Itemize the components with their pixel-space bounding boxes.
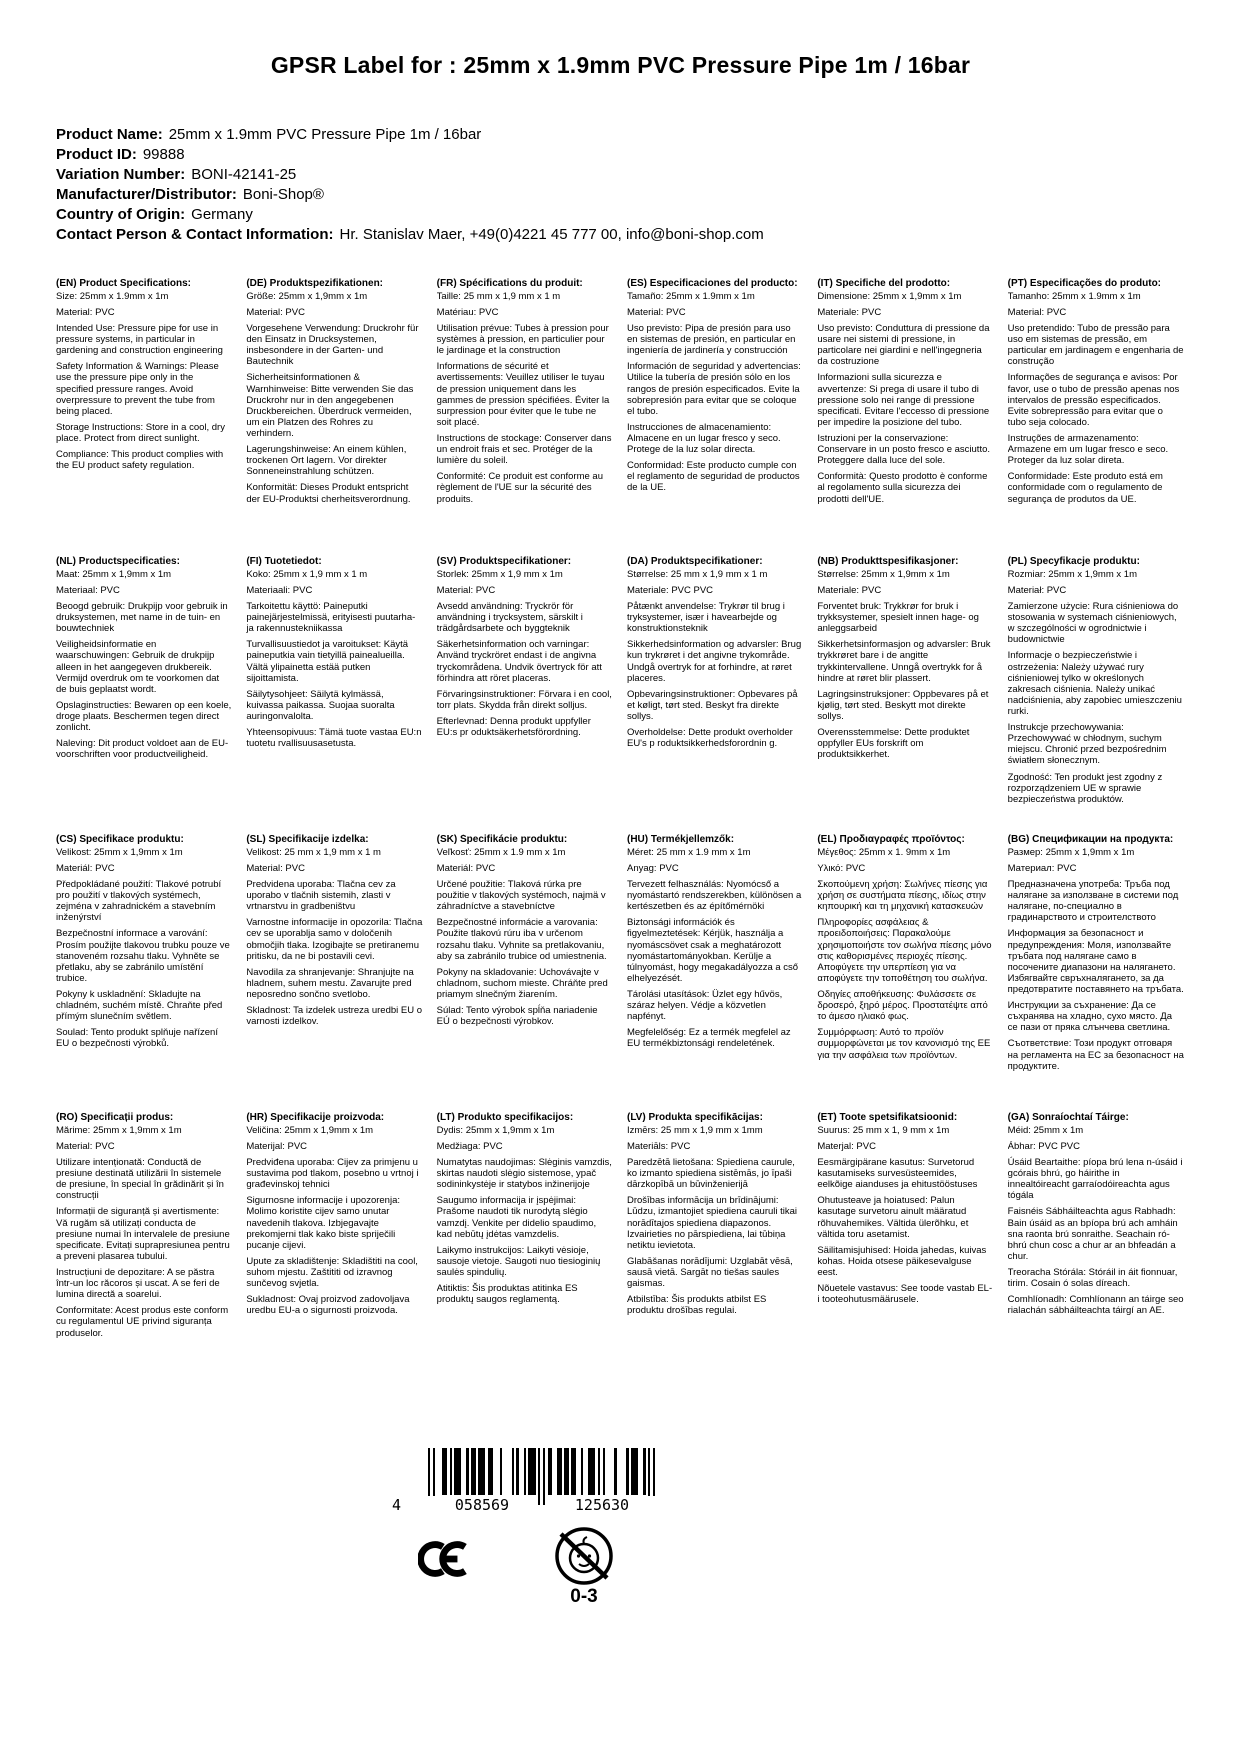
spec-block-paragraph: Instrucciones de almacenamiento: Almacene en un lugar fresco y seco. Protege de la luz solar directa. bbox=[626, 421, 781, 456]
product-info-line bbox=[56, 225, 1241, 245]
spec-block-paragraph: Conformità: Questo prodotto è conforme al regolamento sulla sicurezza dei prodotti dell'UE. bbox=[817, 471, 988, 505]
spec-block-paragraph: Varnostne informacije in opozorila: Tlačna cev se uporablja samo v določenih območjih tlaka. Izogibajte se pretiranemu pritisku, da ne bi postavili cevi. bbox=[246, 917, 423, 962]
spec-block-paragraph: Size: 25mm x 1.9mm x 1m bbox=[56, 290, 169, 302]
spec-block-paragraph: Istruzioni per la conservazione: Conservare in un posto fresco e asciutto. Proteggere dalla luce del sole. bbox=[817, 433, 991, 467]
product-info-line bbox=[56, 125, 1241, 145]
product-info-line bbox=[56, 165, 1241, 185]
product-info-value: Hr. Stanislav Maer, +49(0)4221 45 777 00, info@boni-shop.com bbox=[339, 226, 764, 243]
spec-block-paragraph: Numatytas naudojimas: Slėginis vamzdis, skirtas naudoti slėgio sistemose, ypač sodininkystėje ir statybos inžinerijoje bbox=[436, 1157, 612, 1191]
spec-block-paragraph: Ábhar: PVC PVC bbox=[1007, 1140, 1080, 1152]
spec-block-heading: (EL) Προδιαγραφές προϊόντος: bbox=[817, 834, 965, 845]
spec-block-paragraph: Uso previsto: Pipa de presión para uso en sistemas de presión, en particular en ingeniería de jardinería y construcción bbox=[626, 323, 796, 357]
spec-block-paragraph: Materiál: PVC bbox=[436, 862, 496, 874]
spec-block-paragraph: Velikost: 25 mm x 1,9 mm x 1 m bbox=[246, 846, 381, 858]
spec-block-paragraph: Súlad: Tento výrobok spĺňa nariadenie EÚ o bezpečnosti výrobkov. bbox=[436, 1005, 598, 1028]
spec-block bbox=[1008, 278, 1186, 556]
spec-block bbox=[1008, 556, 1186, 834]
spec-block-paragraph: Materiál: PVC bbox=[56, 862, 115, 874]
spec-block-paragraph: Sikkerhedsinformation og advarsler: Brug kun trykrøret i det angivne trykområde. Undgå overtryk for at forhindre, at røret placeres. bbox=[626, 639, 802, 684]
spec-block-heading: (ET) Toote spetsifikatsioonid: bbox=[817, 1112, 958, 1123]
spec-block-heading: (FR) Spécifications du produit: bbox=[436, 278, 583, 289]
barcode-group2: 125630 bbox=[546, 1496, 658, 1514]
spec-block-heading: (FI) Tuotetiedot: bbox=[246, 556, 322, 567]
spec-block bbox=[1008, 834, 1186, 1112]
spec-block-heading: (NL) Productspecificaties: bbox=[56, 556, 180, 567]
spec-block-paragraph: Saugumo informacija ir įspėjimai: Prašome naudoti tik nurodytą slėgio vamzdį. Venkite per didelio spaudimo, kad nebūtų įdėtas vamzdelis. bbox=[436, 1195, 597, 1240]
spec-block-paragraph: Yhteensopivuus: Tämä tuote vastaa EU:n tuotetu rvallisuusasetusta. bbox=[246, 727, 422, 750]
spec-block-paragraph: Vorgesehene Verwendung: Druckrohr für den Einsatz in Drucksystemen, insbesondere in der Garten- und Bautechnik bbox=[246, 323, 419, 368]
spec-block-paragraph: Veľkosť: 25mm x 1.9 mm x 1m bbox=[436, 846, 566, 858]
spec-block-heading: (RO) Specificații produs: bbox=[56, 1112, 174, 1123]
spec-block-paragraph: Glabāšanas norādījumi: Uzglabāt vēsā, sausā vietā. Sargāt no tiešas saules gaismas. bbox=[626, 1255, 793, 1290]
spec-block-paragraph: Dimensione: 25mm x 1,9mm x 1m bbox=[817, 290, 962, 302]
spec-block-paragraph: Informations de sécurité et avertissements: Veuillez utiliser le tuyau de pression uniquement dans les gammes de pression spécifiées. Éviter la surpression pour éviter que le tube ne soit placé. bbox=[436, 361, 610, 428]
spec-block-paragraph: Méret: 25 mm x 1.9 mm x 1m bbox=[626, 846, 751, 858]
spec-block-paragraph: Biztonsági információk és figyelmeztetések: Kérjük, használja a nyomáscsövet csak a meghatározott nyomástartományokban. Kerülje a túlnyomást, hogy megakadályozza a cső elhelyezését. bbox=[626, 917, 799, 984]
spec-block-paragraph: Overensstemmelse: Dette produktet oppfyller EUs forskrift om produktsikkerhet. bbox=[817, 727, 970, 761]
spec-block-paragraph: Informații de siguranță și avertismente: Vă rugăm să utilizați conducta de presiune numai în intervalele de presiune specificate. Evitați suprapresiunea pentru a preveni plasarea tubului. bbox=[56, 1206, 230, 1262]
spec-block-heading: (SL) Specifikacije izdelka: bbox=[246, 834, 369, 845]
spec-block-paragraph: Material: PVC bbox=[56, 1140, 115, 1152]
spec-block bbox=[437, 556, 615, 834]
spec-block bbox=[56, 278, 234, 556]
spec-block-heading: (BG) Спецификации на продукта: bbox=[1007, 834, 1174, 845]
spec-block-paragraph: Veličina: 25mm x 1,9mm x 1m bbox=[246, 1124, 374, 1136]
product-info-value: BONI-42141-25 bbox=[191, 166, 297, 183]
spec-block-paragraph: Zamierzone użycie: Rura ciśnieniowa do stosowania w systemach ciśnieniowych, w szczególności w ogrodnictwie i budownictwie bbox=[1007, 601, 1179, 646]
spec-block-paragraph: Größe: 25mm x 1,9mm x 1m bbox=[246, 290, 368, 302]
spec-block bbox=[246, 1112, 424, 1390]
spec-block-paragraph: Πληροφορίες ασφάλειας & προειδοποιήσεις: Παρακαλούμε χρησιμοποιήστε τον σωλήνα πίεσης μόνο στις καθορισμένες περιοχές πίεσης. Αποφύγετε την υπερπίεση για να αποφύγετε την τοποθέτηση του σωλήνα. bbox=[817, 917, 992, 984]
spec-block-paragraph: Säilitamisjuhised: Hoida jahedas, kuivas kohas. Hoida otsese päikesevalguse eest. bbox=[817, 1244, 987, 1278]
spec-block-paragraph: Treoracha Stórála: Stóráil in áit fionnuar, tirim. Cosain ó solas díreach. bbox=[1007, 1267, 1178, 1290]
barcode-group1: 058569 bbox=[426, 1496, 538, 1514]
spec-block-heading: (DE) Produktspezifikationen: bbox=[246, 278, 384, 289]
spec-block-heading: (LT) Produkto specifikacijos: bbox=[436, 1112, 574, 1123]
spec-block bbox=[627, 1112, 805, 1390]
spec-block-paragraph: Naleving: Dit product voldoet aan de EU-voorschriften voor productveiligheid. bbox=[56, 738, 229, 761]
product-info-value: Boni-Shop® bbox=[242, 186, 324, 203]
spec-block-paragraph: Sigurnosne informacije i upozorenja: Molimo koristite cijev samo unutar navedenih tlakova. Izbjegavajte prekomjerni tlak kako biste spriječili pucanje cijevi. bbox=[246, 1195, 400, 1251]
product-info-line bbox=[56, 185, 1241, 205]
spec-block-paragraph: Velikost: 25mm x 1,9mm x 1m bbox=[56, 846, 183, 858]
age-warning-icon bbox=[548, 1522, 620, 1611]
spec-block-paragraph: Materiał: PVC bbox=[1007, 584, 1067, 596]
spec-block bbox=[246, 834, 424, 1112]
spec-block bbox=[627, 556, 805, 834]
spec-block-paragraph: Faisnéis Sábháilteachta agus Rabhadh: Bain úsáid as an bpíopa brú ach amháin sna raonta brú sonraithe. Seachain ró-bhrú chun cosc a chur ar an bhfeadán a chur. bbox=[1007, 1206, 1178, 1262]
spec-block-paragraph: Veiligheidsinformatie en waarschuwingen: Gebruik de drukpijp alleen in het aangegeven drukbereik. Vermijd overdruk om te voorkomen dat de buis geplaatst wordt. bbox=[56, 639, 220, 695]
spec-block-paragraph: Material: PVC bbox=[246, 306, 305, 318]
barcode bbox=[392, 1448, 692, 1526]
product-info-label: Product Name: bbox=[56, 126, 163, 143]
spec-block bbox=[817, 1112, 995, 1390]
spec-block-paragraph: Sicherheitsinformationen & Warnhinweise: Bitte verwenden Sie das Druckrohr nur in den angegebenen Druckbereichen. Überdruck vermeiden, um ein Platzen des Rohres zu verhindern. bbox=[246, 372, 414, 439]
spec-block-paragraph: Tervezett felhasználás: Nyomócső a nyomástartó rendszerekben, különösen a kertészetben és az építőmérnöki bbox=[626, 879, 802, 913]
spec-block-paragraph: Υλικό: PVC bbox=[817, 862, 866, 874]
product-info-label: Contact Person & Contact Information: bbox=[56, 226, 334, 243]
spec-block-heading: (CS) Specifikace produktu: bbox=[56, 834, 184, 845]
spec-block-paragraph: Medžiaga: PVC bbox=[436, 1140, 503, 1152]
spec-block-paragraph: Soulad: Tento produkt splňuje nařízení EU o bezpečnosti výrobků. bbox=[56, 1027, 218, 1050]
spec-block bbox=[1008, 1112, 1186, 1390]
product-info-label: Product ID: bbox=[56, 146, 137, 163]
spec-block bbox=[627, 834, 805, 1112]
spec-block bbox=[817, 556, 995, 834]
spec-block-paragraph: Uso pretendido: Tubo de pressão para uso em sistemas de pressão, em particular em jardinagem e engenharia de construção bbox=[1007, 323, 1184, 368]
product-info-label: Variation Number: bbox=[56, 166, 186, 183]
spec-block-heading: (DA) Produktspecifikationer: bbox=[626, 556, 763, 567]
spec-block-paragraph: Materjal: PVC bbox=[817, 1140, 876, 1152]
spec-block-paragraph: Avsedd användning: Tryckrör för användning i trycksystem, särskilt i trädgårdsarbete och byggteknik bbox=[436, 601, 583, 635]
spec-block-paragraph: Lagringsinstruksjoner: Oppbevares på et kjølig, tørt sted. Beskytt mot direkte sollys. bbox=[817, 688, 989, 722]
spec-block-heading: (SK) Špecifikácie produktu: bbox=[436, 834, 568, 845]
spec-block-paragraph: Utilizare intenționată: Conductă de presiune destinată utilizării în sistemele de presiune, în special în grădinărit și în construcții bbox=[56, 1157, 224, 1202]
spec-block-paragraph: Opslaginstructies: Bewaren op een koele, droge plaats. Beschermen tegen direct zonlicht. bbox=[56, 699, 232, 734]
spec-block-paragraph: Comhlíonadh: Comhlíonann an táirge seo rialachán sábháilteachta táirgí an AE. bbox=[1007, 1294, 1184, 1317]
ce-mark-icon bbox=[418, 1538, 474, 1585]
spec-block-paragraph: Instruções de armazenamento: Armazene em um lugar fresco e seco. Proteger da luz solar direta. bbox=[1007, 433, 1169, 467]
spec-block-paragraph: Safety Information & Warnings: Please use the pressure pipe only in the specified pressure ranges. Avoid overpressure to prevent the tube from being placed. bbox=[56, 361, 219, 417]
spec-block-paragraph: Matériau: PVC bbox=[436, 306, 499, 318]
spec-block-paragraph: Инструкции за съхранение: Да се съхранява на хладно, сухо място. Да се пази от пряка слънчева светлина. bbox=[1007, 1000, 1173, 1034]
spec-block-paragraph: Storage Instructions: Store in a cool, dry place. Protect from direct sunlight. bbox=[56, 421, 225, 444]
spec-block-paragraph: Съответствие: Този продукт отговаря на регламента на ЕС за безопасност на продуктите. bbox=[1007, 1038, 1184, 1072]
spec-block-paragraph: Instrucțiuni de depozitare: A se păstra într-un loc răcoros și uscat. A se feri de lumina directă a soarelui. bbox=[56, 1267, 220, 1301]
spec-block-paragraph: Conformidad: Este producto cumple con el reglamento de seguridad de productos de la UE. bbox=[626, 460, 800, 494]
spec-block-paragraph: Conformidade: Este produto está em conformidade com o regulamento de segurança de produtos da UE. bbox=[1007, 471, 1163, 505]
spec-block-paragraph: Pokyny na skladovanie: Uchovávajte v chladnom, suchom mieste. Chráňte pred priamym slnečným žiarením. bbox=[436, 966, 608, 1000]
spec-block-paragraph: Paredzētā lietošana: Spiediena caurule, ko izmanto spiediena sistēmās, jo īpaši dārzkopībā un būvinženierijā bbox=[626, 1157, 795, 1191]
product-info-line bbox=[56, 205, 1241, 225]
spec-block bbox=[56, 1112, 234, 1390]
page-title: GPSR Label for : 25mm x 1.9mm PVC Pressure Pipe 1m / 16bar bbox=[270, 52, 971, 78]
spec-block-paragraph: Material: PVC bbox=[246, 862, 305, 874]
spec-block-paragraph: Forventet bruk: Trykkrør for bruk i trykksystemer, spesielt innen hage- og anleggsarbeid bbox=[817, 601, 979, 635]
spec-block-paragraph: Compliance: This product complies with the EU product safety regulation. bbox=[56, 449, 224, 472]
spec-block-paragraph: Förvaringsinstruktioner: Förvara i en cool, torr plats. Skydda från direkt solljus. bbox=[436, 688, 612, 711]
spec-block-paragraph: Conformité: Ce produit est conforme au règlement de l'UE sur la sécurité des produits. bbox=[436, 471, 603, 505]
product-info bbox=[56, 125, 1241, 245]
spec-block-paragraph: Zgodność: Ten produkt jest zgodny z rozporządzeniem UE w sprawie bezpieczeństwa produktów. bbox=[1007, 771, 1163, 805]
spec-block bbox=[56, 556, 234, 834]
spec-block-paragraph: Materiale: PVC bbox=[817, 306, 882, 318]
spec-block-paragraph: Určené použitie: Tlaková rúrka pre použitie v tlakových systémoch, najmä v záhradníctve a stavebníctve bbox=[436, 879, 606, 913]
spec-block-paragraph: Atbilstība: Šis produkts atbilst ES produktu drošības regulai. bbox=[626, 1294, 767, 1317]
spec-block-paragraph: Størrelse: 25mm x 1,9mm x 1m bbox=[817, 568, 950, 580]
spec-block-paragraph: Utilisation prévue: Tubes à pression pour systèmes à pression, en particulier pour le jardinage et la construction bbox=[436, 323, 609, 357]
spec-block-paragraph: Beoogd gebruik: Drukpijp voor gebruik in druksystemen, met name in de tuin- en bouwtechniek bbox=[56, 601, 228, 635]
spec-block-paragraph: Informacje o bezpieczeństwie i ostrzeżenia: Należy używać rury ciśnieniowej tylko w określonych zakresach ciśnienia. Należy unikać nadciśnienia, aby zapobiec umieszczeniu rurki. bbox=[1007, 650, 1182, 717]
spec-block-paragraph: Izmērs: 25 mm x 1,9 mm x 1mm bbox=[626, 1124, 763, 1136]
spec-block-paragraph: Predviđena uporaba: Cijev za primjenu u sustavima pod tlakom, posebno u vrtnoj i građevinskoj tehnici bbox=[246, 1157, 419, 1191]
spec-block-paragraph: Overholdelse: Dette produkt overholder EU's p roduktsikkerhedsforordnin g. bbox=[626, 727, 793, 750]
spec-grid bbox=[56, 278, 1186, 1390]
spec-block-paragraph: Materiaali: PVC bbox=[246, 584, 313, 596]
spec-block-paragraph: Material: PVC bbox=[56, 306, 115, 318]
spec-block-paragraph: Sukladnost: Ovaj proizvod zadovoljava uredbu EU-a o sigurnosti proizvoda. bbox=[246, 1294, 410, 1317]
product-info-label: Country of Origin: bbox=[56, 206, 186, 223]
spec-block-paragraph: Předpokládané použití: Tlakové potrubí pro použití v tlakových systémech, zejména v zahradnickém a stavebním inženýrství bbox=[56, 879, 222, 924]
spec-block-paragraph: Material: PVC bbox=[1007, 306, 1067, 318]
spec-block-heading: (GA) Sonraíochtaí Táirge: bbox=[1007, 1112, 1129, 1123]
spec-block-heading: (LV) Produkta specifikācijas: bbox=[626, 1112, 763, 1123]
spec-block-paragraph: Säkerhetsinformation och varningar: Använd tryckröret endast i de angivna tryckområdena. Undvik övertryck för att förhindra att röret placeras. bbox=[436, 639, 602, 684]
spec-block-paragraph: Eesmärgipärane kasutus: Survetorud kasutamiseks survesüsteemides, eelkõige aianduses ja ehitustööstuses bbox=[817, 1157, 978, 1191]
spec-block bbox=[56, 834, 234, 1112]
spec-block-paragraph: Megfelelőség: Ez a termék megfelel az EU termékbiztonsági rendeletének. bbox=[626, 1027, 791, 1050]
spec-block-paragraph: Materiaal: PVC bbox=[56, 584, 120, 596]
spec-block bbox=[437, 278, 615, 556]
spec-block-heading: (ES) Especificaciones del producto: bbox=[626, 278, 798, 289]
spec-block-paragraph: Efterlevnad: Denna produkt uppfyller EU:s pr oduktsäkerhetsförordning. bbox=[436, 716, 591, 739]
spec-block-paragraph: Suurus: 25 mm x 1, 9 mm x 1m bbox=[817, 1124, 950, 1136]
barcode-digits bbox=[392, 1496, 668, 1514]
spec-block-paragraph: Tarkoitettu käyttö: Paineputki painejärjestelmissä, erityisesti puutarha- ja rakennustekniikassa bbox=[246, 601, 416, 635]
spec-block-paragraph: Upute za skladištenje: Skladištiti na cool, suhom mjestu. Zaštititi od izravnog sunčevog svjetla. bbox=[246, 1255, 418, 1290]
spec-block-paragraph: Maat: 25mm x 1,9mm x 1m bbox=[56, 568, 172, 580]
spec-block-paragraph: Conformitate: Acest produs este conform cu regulamentul UE privind siguranța produselor. bbox=[56, 1305, 229, 1339]
spec-block-paragraph: Säilytysohjeet: Säilytä kylmässä, kuivassa paikassa. Suojaa suoralta auringonvalolta. bbox=[246, 688, 395, 722]
spec-block-paragraph: Lagerungshinweise: An einem kühlen, trockenen Ort lagern. Vor direkter Sonneneinstrahlung schützen. bbox=[246, 444, 407, 478]
product-info-line bbox=[56, 145, 1241, 165]
product-info-value: 25mm x 1.9mm PVC Pressure Pipe 1m / 16bar bbox=[168, 126, 482, 143]
spec-block-paragraph: Navodila za shranjevanje: Shranjujte na hladnem, suhem mestu. Zavarujte pred neposredno sončno svetlobo. bbox=[246, 966, 414, 1000]
spec-block-paragraph: Intended Use: Pressure pipe for use in pressure systems, in particular in gardening and construction engineering bbox=[56, 323, 223, 357]
spec-block-paragraph: Storlek: 25mm x 1,9 mm x 1m bbox=[436, 568, 563, 580]
spec-block-paragraph: Informações de segurança e avisos: Por favor, use o tubo de pressão apenas nos intervalos de pressão especificados. Evite sobrepressão para evitar que o tubo seja colocado. bbox=[1007, 372, 1180, 428]
spec-block-paragraph: Material: PVC bbox=[436, 584, 496, 596]
spec-block bbox=[437, 834, 615, 1112]
spec-block bbox=[817, 834, 995, 1112]
spec-block-paragraph: Koko: 25mm x 1,9 mm x 1 m bbox=[246, 568, 368, 580]
spec-block-paragraph: Instrukcje przechowywania: Przechowywać w chłodnym, suchym miejscu. Chronić przed bezpośrednim światłem słonecznym. bbox=[1007, 722, 1167, 767]
spec-block-heading: (IT) Specifiche del prodotto: bbox=[817, 278, 951, 289]
spec-block-paragraph: Συμμόρφωση: Αυτό το προϊόν συμμορφώνεται με τον κανονισμό της ΕΕ για την ασφάλεια των προϊόντων. bbox=[817, 1027, 991, 1061]
spec-block-paragraph: Pokyny k uskladnění: Skladujte na chladném, suchém místě. Chraňte před přímým slunečním světlem. bbox=[56, 989, 223, 1023]
spec-block-heading: (HR) Specifikacije proizvoda: bbox=[246, 1112, 385, 1123]
spec-block-paragraph: Påtænkt anvendelse: Trykrør til brug i tryksystemer, især i havearbejde og konstruktionsteknik bbox=[626, 601, 785, 635]
spec-block-paragraph: Anyag: PVC bbox=[626, 862, 679, 874]
barcode-left-digit: 4 bbox=[392, 1496, 402, 1514]
spec-block-paragraph: Tárolási utasítások: Üzlet egy hűvös, száraz helyen. Védje a közvetlen napfényt. bbox=[626, 989, 783, 1023]
spec-block bbox=[817, 278, 995, 556]
spec-block-paragraph: Instructions de stockage: Conserver dans un endroit frais et sec. Protéger de la lumière du soleil. bbox=[436, 433, 612, 467]
spec-block bbox=[627, 278, 805, 556]
product-info-label: Manufacturer/Distributor: bbox=[56, 186, 237, 203]
spec-block-paragraph: Σκοπούμενη χρήση: Σωλήνες πίεσης για χρήση σε συστήματα πίεσης, ιδίως στην κηπουρική και τη μηχανική κατασκευών bbox=[817, 879, 988, 913]
product-info-value: Germany bbox=[191, 206, 253, 223]
spec-block-heading: (NB) Produkttspesifikasjoner: bbox=[817, 556, 959, 567]
spec-block-paragraph: Opbevaringsinstruktioner: Opbevares på et køligt, tørt sted. Beskyt fra direkte sollys. bbox=[626, 688, 798, 722]
spec-block-paragraph: Materiāls: PVC bbox=[626, 1140, 691, 1152]
spec-block bbox=[437, 1112, 615, 1390]
spec-block-heading: (HU) Termékjellemzők: bbox=[626, 834, 735, 845]
spec-block-paragraph: Sikkerhetsinformasjon og advarsler: Bruk trykkrøret bare i de angitte trykkintervallene. Unngå overtrykk for å hindre at røret blir plassert. bbox=[817, 639, 991, 684]
spec-block-paragraph: Turvallisuustiedot ja varoitukset: Käytä paineputkia vain tietyillä painealueilla. Vältä ylipainetta estää putken sijoittamista. bbox=[246, 639, 409, 684]
spec-block-paragraph: Materiale: PVC bbox=[817, 584, 882, 596]
spec-block-paragraph: Laikymo instrukcijos: Laikyti vėsioje, sausoje vietoje. Saugoti nuo tiesioginių saulės spindulių. bbox=[436, 1244, 601, 1278]
spec-block-paragraph: Mărime: 25mm x 1,9mm x 1m bbox=[56, 1124, 182, 1136]
spec-block-heading: (EN) Product Specifications: bbox=[56, 278, 192, 289]
spec-block-paragraph: Información de seguridad y advertencias: Utilice la tubería de presión sólo en los rangos de presión especificados. Evite la sobrepresión para evitar que se coloque el tubo. bbox=[626, 361, 801, 417]
spec-block-heading: (PT) Especificações do produto: bbox=[1007, 278, 1162, 289]
spec-block-paragraph: Størrelse: 25 mm x 1,9 mm x 1 m bbox=[626, 568, 768, 580]
spec-block-heading: (SV) Produktspecifikationer: bbox=[436, 556, 572, 567]
spec-block-paragraph: Materiale: PVC PVC bbox=[626, 584, 714, 596]
age-warning-text: 0-3 bbox=[570, 1586, 598, 1606]
spec-block-paragraph: Konformität: Dieses Produkt entspricht der EU-Produktsi cherheitsverordnung. bbox=[246, 482, 411, 505]
spec-block-paragraph: Material: PVC bbox=[626, 306, 686, 318]
spec-block-paragraph: Размер: 25mm x 1,9mm x 1m bbox=[1007, 846, 1135, 858]
spec-block-paragraph: Atitiktis: Šis produktas atitinka ES produktų saugos reglamentą. bbox=[436, 1283, 578, 1306]
spec-block-paragraph: Οδηγίες αποθήκευσης: Φυλάσσετε σε δροσερό, ξηρό μέρος. Προστατέψτε από το άμεσο ηλιακό φως. bbox=[817, 989, 988, 1023]
spec-block-paragraph: Úsáid Beartaithe: píopa brú lena n-úsáid i gcórais bhrú, go háirithe in innealtóireacht garraíodóireachta agus tógála bbox=[1007, 1157, 1183, 1202]
spec-block-paragraph: Dydis: 25mm x 1,9mm x 1m bbox=[436, 1124, 555, 1136]
spec-block-paragraph: Rozmiar: 25mm x 1,9mm x 1m bbox=[1007, 568, 1137, 580]
spec-block-paragraph: Drošības informācija un brīdinājumi: Lūdzu, izmantojiet spiediena cauruli tikai norādītajos spiediena diapazonos. Izvairieties no pārspiediena, lai tūbiņa netiktu ievietota. bbox=[626, 1195, 798, 1251]
spec-block-paragraph: Informazioni sulla sicurezza e avvertenze: Si prega di usare il tubo di pressione solo nei range di pressione specificati. Evitare l'eccesso di pressione per impedire la posizione del tubo. bbox=[817, 372, 990, 428]
spec-block bbox=[246, 278, 424, 556]
spec-block bbox=[246, 556, 424, 834]
spec-block-heading: (PL) Specyfikacje produktu: bbox=[1007, 556, 1140, 567]
spec-block-paragraph: Taille: 25 mm x 1,9 mm x 1 m bbox=[436, 290, 561, 302]
spec-block-paragraph: Ohutusteave ja hoiatused: Palun kasutage survetoru ainult määratud rõhuvahemikes. Vältida ülerõhku, et vältida toru asetamist. bbox=[817, 1195, 969, 1240]
product-info-value: 99888 bbox=[142, 146, 185, 163]
spec-block-paragraph: Tamaño: 25mm x 1.9mm x 1m bbox=[626, 290, 755, 302]
spec-block-paragraph: Materijal: PVC bbox=[246, 1140, 308, 1152]
spec-block-paragraph: Bezpečnostní informace a varování: Prosím použijte tlakovou trubku pouze ve stanoveném rozsahu tlaku. Vyhněte se přetlaku, aby se zabránilo umístění trubice. bbox=[56, 928, 230, 984]
spec-block-paragraph: Предназначена употреба: Тръба под налягане за използване в системи под налягане, по-специално в градинарството и строителството bbox=[1007, 879, 1179, 924]
spec-block-paragraph: Информация за безопасност и предупреждения: Моля, използвайте тръбата под налягане само в посочените диапазони на налягането. Избягвайте свръхналягането, за да предотвратите поставянето на тръбата. bbox=[1007, 928, 1184, 995]
spec-block-paragraph: Nõuetele vastavus: See toode vastab EL-i tooteohutusmäärusele. bbox=[817, 1283, 993, 1306]
spec-block-paragraph: Uso previsto: Conduttura di pressione da usare nei sistemi di pressione, in particolare nei giardini e nell'ingegneria da costruzione bbox=[817, 323, 990, 368]
spec-block-paragraph: Predvidena uporaba: Tlačna cev za uporabo v tlačnih sistemih, zlasti v vrtnarstvu in gradbeništvu bbox=[246, 879, 396, 913]
spec-block-paragraph: Méid: 25mm x 1m bbox=[1007, 1124, 1084, 1136]
spec-block-paragraph: Материал: PVC bbox=[1007, 862, 1077, 874]
spec-block-paragraph: Μέγεθος: 25mm x 1. 9mm x 1m bbox=[817, 846, 951, 858]
spec-block-paragraph: Tamanho: 25mm x 1.9mm x 1m bbox=[1007, 290, 1141, 302]
spec-block-paragraph: Bezpečnostné informácie a varovania: Použite tlakovú rúru iba v určenom rozsahu tlaku. Vyhnite sa pretlakovaniu, aby sa zabránilo trubice od umiestnenia. bbox=[436, 917, 607, 962]
spec-block-paragraph: Skladnost: Ta izdelek ustreza uredbi EU o varnosti izdelkov. bbox=[246, 1005, 422, 1028]
